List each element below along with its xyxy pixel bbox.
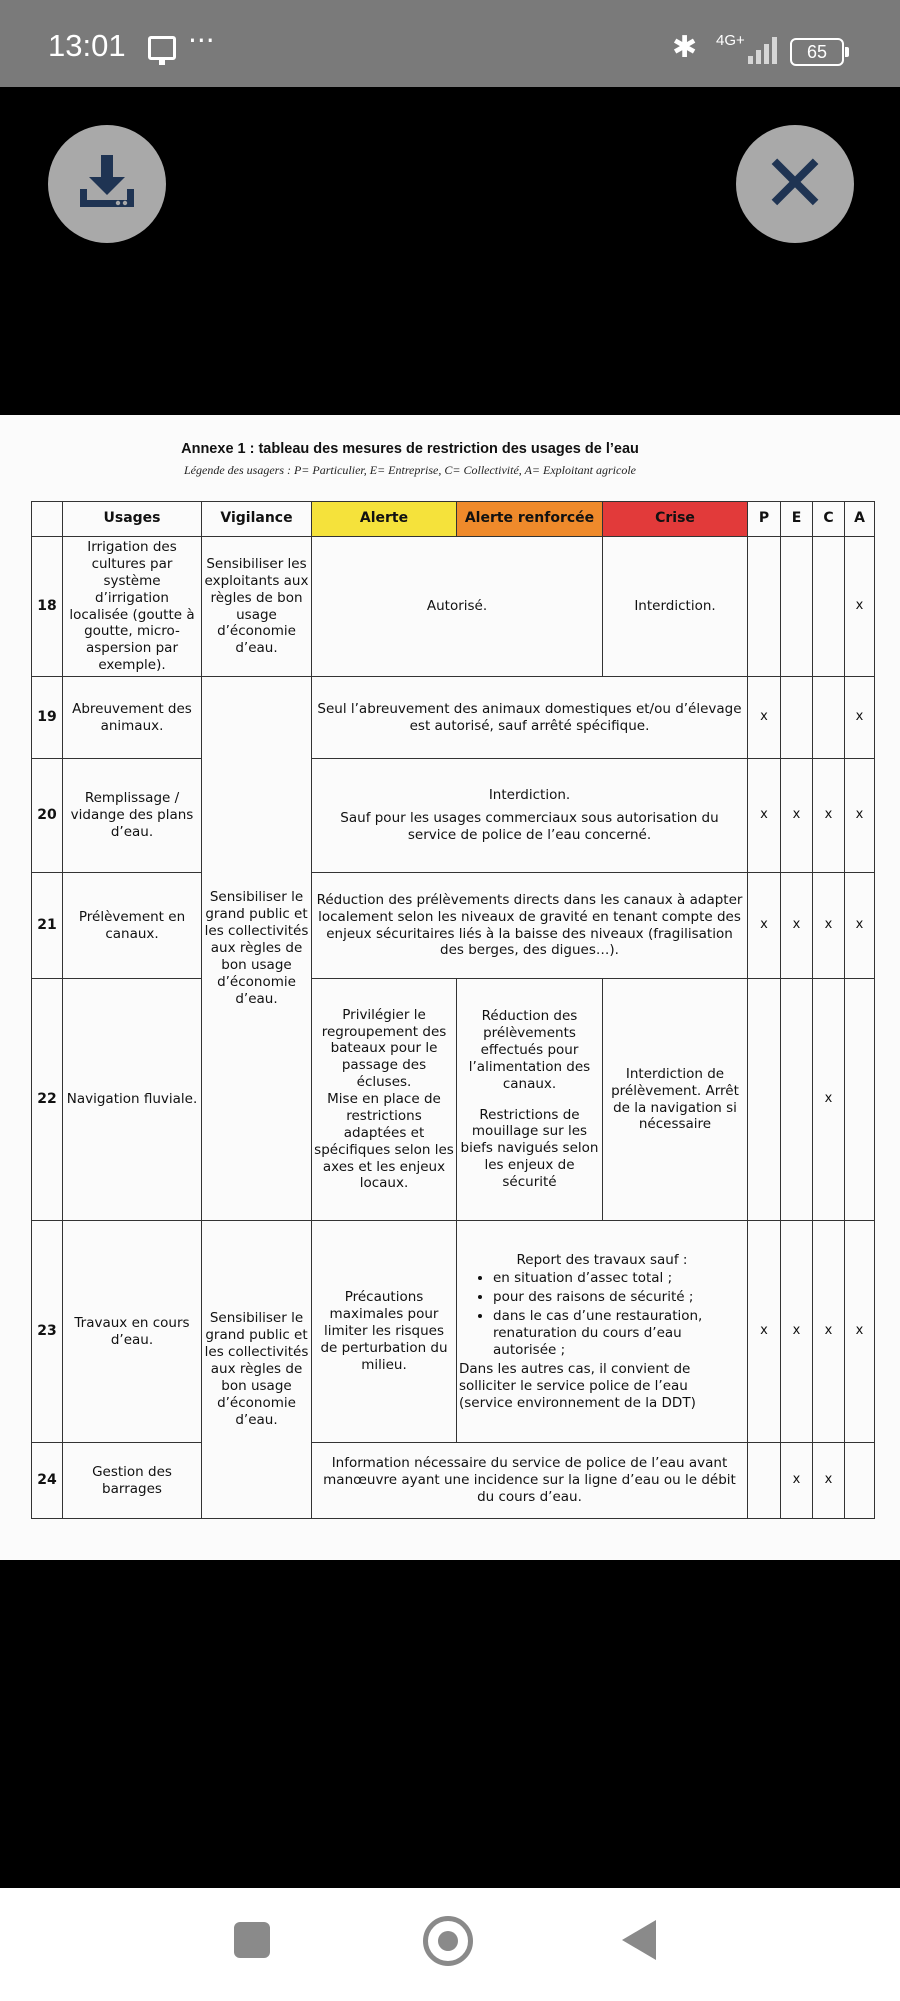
row-number: 23 [32, 1221, 63, 1443]
network-type: 4G+ [716, 32, 745, 49]
table-row [32, 677, 875, 759]
alerte-cell [312, 979, 457, 1221]
mark-e: x [781, 1221, 813, 1443]
table-row [32, 873, 875, 979]
vigilance-cell: Sensibiliser le grand public et les collectivités aux règles de bon usage d’économie d’eau. [202, 677, 312, 1221]
mark-e [781, 677, 813, 759]
renforcee-crise-cell [457, 1221, 748, 1443]
usage-cell: Irrigation des cultures par système d’irrigation localisée (goutte à goutte, micro-aspersion par exemple). [63, 537, 202, 677]
row-number: 21 [32, 873, 63, 979]
mark-p: x [748, 759, 781, 873]
table-row [32, 1443, 875, 1519]
vigilance-cell: Sensibiliser le grand public et les collectivités aux règles de bon usage d’économie d’eau. [202, 1221, 312, 1519]
alerte-renforcee-cell: Autorisé. [312, 537, 603, 677]
list-item: • dans le cas d’une restauration, renaturation du cours d’eau autorisée ; [493, 1308, 745, 1359]
mark-a: x [845, 677, 875, 759]
mark-p: x [748, 1221, 781, 1443]
status-time: 13:01 [48, 28, 126, 63]
usage-cell: Remplissage / vidange des plans d’eau. [63, 759, 202, 873]
measure-line-1: Interdiction. [488, 787, 571, 804]
mark-e: x [781, 1443, 813, 1519]
recent-apps-icon[interactable] [234, 1922, 270, 1958]
mark-c: x [813, 759, 845, 873]
header-p: P [748, 502, 781, 537]
usage-cell: Prélèvement en canaux. [63, 873, 202, 979]
mark-p: x [748, 677, 781, 759]
mark-e [781, 979, 813, 1221]
close-button[interactable] [736, 125, 854, 243]
table-header-row [32, 502, 875, 537]
works-exceptions-list [459, 1270, 745, 1358]
measure-cell: Information nécessaire du service de police de l’eau avant manœuvre ayant une incidence sur la ligne d’eau ou le débit du cours d’eau. [312, 1443, 748, 1519]
crise-cell: Interdiction. [603, 537, 748, 677]
table-row [32, 979, 875, 1221]
mark-c [813, 677, 845, 759]
works-outro: Dans les autres cas, il convient de solliciter le service police de l’eau (service environnement de la DDT) [459, 1360, 696, 1411]
mark-a: x [845, 537, 875, 677]
close-icon: ✕ [761, 137, 829, 230]
measure-cell [312, 759, 748, 873]
back-icon[interactable] [622, 1920, 656, 1960]
table-row [32, 1221, 875, 1443]
document-legend: Légende des usagers : P= Particulier, E= Entreprise, C= Collectivité, A= Exploitant agricole [184, 463, 636, 477]
status-bar [0, 0, 900, 87]
document-image [0, 415, 900, 1560]
download-icon [72, 149, 142, 219]
mark-p [748, 979, 781, 1221]
signal-icon [748, 36, 778, 64]
mark-p: x [748, 873, 781, 979]
document-title: Annexe 1 : tableau des mesures de restriction des usages de l’eau [181, 441, 639, 457]
mark-p [748, 537, 781, 677]
alerte-cell: Précautions maximales pour limiter les risques de perturbation du milieu. [312, 1221, 457, 1443]
measure-cell: Réduction des prélèvements directs dans les canaux à adapter localement selon les niveaux de gravité en tenant compte des enjeux sécuritaires liés à la baisse des niveaux (fragilisation des berges, des digues…). [312, 873, 748, 979]
restriction-table [31, 501, 875, 1519]
mark-p [748, 1443, 781, 1519]
alerte-line-1: Privilégier le regroupement des bateaux pour le passage des écluses. [321, 1006, 447, 1091]
row-number: 24 [32, 1443, 63, 1519]
usage-cell: Travaux en cours d’eau. [63, 1221, 202, 1443]
mark-c: x [813, 873, 845, 979]
row-number: 19 [32, 677, 63, 759]
works-intro: Report des travaux sauf : [516, 1251, 688, 1268]
mark-c: x [813, 979, 845, 1221]
renforcee-line-1: Réduction des prélèvements effectués pour l’alimentation des canaux. [468, 1008, 591, 1092]
row-number: 18 [32, 537, 63, 677]
measure-line-2: Sauf pour les usages commerciaux sous autorisation du service de police de l’eau concerné. [340, 810, 719, 843]
alerte-renforcee-cell [457, 979, 603, 1221]
mark-a: x [845, 1221, 875, 1443]
mark-c [813, 537, 845, 677]
mark-a: x [845, 873, 875, 979]
list-item: • pour des raisons de sécurité ; [493, 1289, 745, 1306]
battery-level: 65 [790, 38, 844, 66]
mark-c: x [813, 1443, 845, 1519]
usage-cell: Gestion des barrages [63, 1443, 202, 1519]
download-button[interactable] [48, 125, 166, 243]
home-icon[interactable] [423, 1916, 473, 1966]
bluetooth-icon: ✱ [672, 30, 698, 65]
renforcee-line-2: Restrictions de mouillage sur les biefs navigués selon les enjeux de sécurité [460, 1106, 599, 1190]
usage-cell: Abreuvement des animaux. [63, 677, 202, 759]
mark-e: x [781, 873, 813, 979]
mark-a: x [845, 759, 875, 873]
row-number: 20 [32, 759, 63, 873]
usage-cell: Navigation fluviale. [63, 979, 202, 1221]
more-notifications-indicator: ··· [188, 24, 215, 57]
header-num [32, 502, 63, 537]
mark-e [781, 537, 813, 677]
header-e: E [781, 502, 813, 537]
measure-cell: Seul l’abreuvement des animaux domestiques et/ou d’élevage est autorisé, sauf arrêté spécifique. [312, 677, 748, 759]
header-alerte: Alerte [312, 502, 457, 537]
header-alerte-renforcee: Alerte renforcée [457, 502, 603, 537]
header-a: A [845, 502, 875, 537]
navigation-bar [0, 1888, 900, 2001]
mark-a [845, 979, 875, 1221]
row-number: 22 [32, 979, 63, 1221]
list-item: • en situation d’assec total ; [493, 1270, 745, 1287]
header-crise: Crise [603, 502, 748, 537]
crise-cell: Interdiction de prélèvement. Arrêt de la navigation si nécessaire [603, 979, 748, 1221]
header-usages: Usages [63, 502, 202, 537]
header-vigilance: Vigilance [202, 502, 312, 537]
table-row [32, 537, 875, 677]
mark-c: x [813, 1221, 845, 1443]
vigilance-cell: Sensibiliser les exploitants aux règles de bon usage d’économie d’eau. [202, 537, 312, 677]
alerte-line-2: Mise en place de restrictions adaptées et spécifiques selon les axes et les enjeux locaux. [314, 1091, 454, 1192]
table-row [32, 759, 875, 873]
notification-icon [148, 36, 176, 60]
header-c: C [813, 502, 845, 537]
mark-e: x [781, 759, 813, 873]
mark-a [845, 1443, 875, 1519]
